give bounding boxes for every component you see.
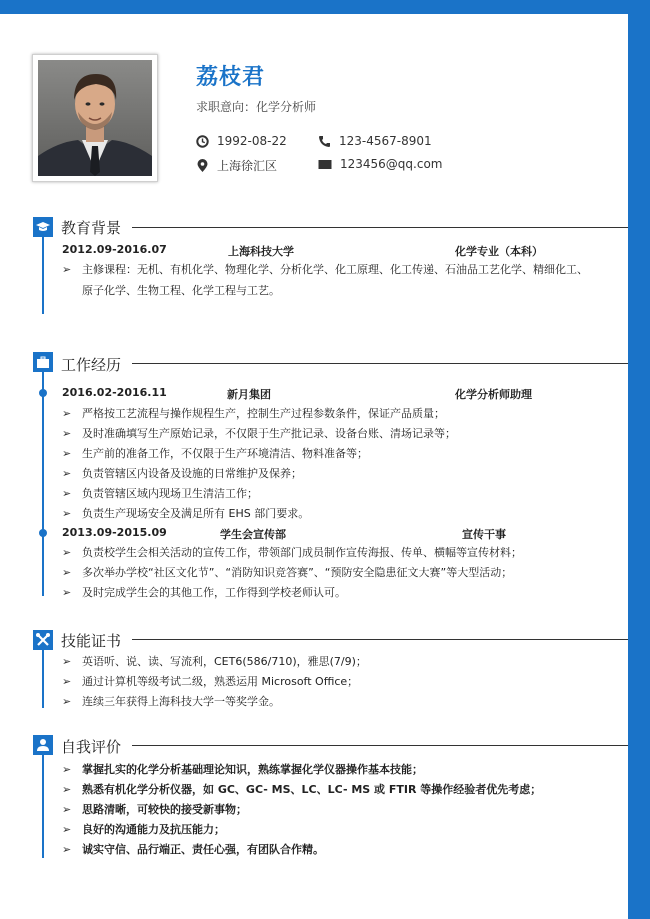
- self-item-text: 掌握扎实的化学分析基础理论知识，熟练掌握化学仪器操作基本技能；: [82, 763, 423, 776]
- job2-role: 宣传干事: [462, 528, 506, 541]
- arrow-bullet-icon: ➢: [62, 566, 72, 579]
- job2-item: [62, 543, 610, 563]
- job2-period: 2013.09-2015.09: [62, 526, 167, 539]
- arrow-bullet-icon: ➢: [62, 407, 72, 420]
- self-item-text: 良好的沟通能力及抗压能力；: [82, 823, 225, 836]
- birthday-value: 1992-08-22: [217, 134, 287, 148]
- job2-item: [62, 563, 610, 583]
- skill-item: [62, 672, 610, 692]
- education-timeline: [42, 234, 44, 314]
- skills-timeline: [42, 648, 44, 708]
- job2-item-text: 多次举办学校“社区文化节”、“消防知识竞答赛”、“预防安全隐患征文大赛”等大型活动；: [82, 566, 513, 579]
- job1-org: 新月集团: [227, 388, 271, 401]
- education-title: 教育背景: [61, 219, 122, 237]
- self-title: 自我评价: [61, 738, 122, 756]
- mail-icon: [318, 159, 332, 170]
- education-courses: [62, 260, 610, 280]
- arrow-bullet-icon: ➢: [62, 823, 72, 836]
- self-item: [62, 780, 610, 800]
- job2-head: [62, 526, 607, 540]
- job2-item: [62, 583, 610, 603]
- education-school: 上海科技大学: [228, 245, 294, 258]
- job2-org: 学生会宣传部: [220, 528, 286, 541]
- job1-item-text: 负责生产现场安全及满足所有 EHS 部门要求。: [82, 507, 310, 520]
- education-courses-continued: [82, 281, 630, 301]
- courses-line-2: 原子化学、生物工程、化学工程与工艺。: [82, 284, 280, 297]
- top-accent-band: [0, 0, 650, 14]
- self-item: [62, 800, 610, 820]
- job1-item: [62, 404, 610, 424]
- education-divider: [132, 227, 628, 228]
- phone-icon: [318, 135, 331, 148]
- self-item: [62, 760, 610, 780]
- self-item-text: 熟悉有机化学分析仪器，如 GC、GC- MS、LC、LC- MS 或 FTIR 等操作经验者优先考虑；: [82, 783, 542, 796]
- job1-item-text: 严格按工艺流程与操作规程生产，控制生产过程参数条件，保证产品质量；: [82, 407, 445, 420]
- skill-item-text: 连续三年获得上海科技大学一等奖学金。: [82, 695, 280, 708]
- location-value: 上海徐汇区: [217, 159, 278, 173]
- skill-item: [62, 652, 610, 672]
- self-divider: [132, 745, 628, 746]
- skills-title: 技能证书: [61, 632, 122, 650]
- self-item-text: 思路清晰，可较快的接受新事物；: [82, 803, 247, 816]
- phone-info: [318, 134, 432, 148]
- job1-role: 化学分析师助理: [455, 388, 532, 401]
- tools-icon: [33, 630, 53, 650]
- location-info: [196, 157, 277, 174]
- skills-section-icon: [33, 630, 53, 650]
- pin-icon: [196, 159, 209, 173]
- arrow-bullet-icon: ➢: [62, 447, 72, 460]
- courses-line-1: 主修课程：无机、有机化学、物理化学、分析化学、化工原理、化工传递、石油品工艺化学、精细化工、: [82, 263, 588, 276]
- job1-period: 2016.02-2016.11: [62, 386, 167, 399]
- phone-value: 123-4567-8901: [339, 134, 432, 148]
- arrow-bullet-icon: ➢: [62, 487, 72, 500]
- skill-item: [62, 692, 610, 712]
- job1-item: [62, 464, 610, 484]
- work-section-icon: [33, 352, 53, 372]
- arrow-bullet-icon: ➢: [62, 655, 72, 668]
- profile-photo-frame: [32, 54, 158, 182]
- arrow-bullet-icon: ➢: [62, 586, 72, 599]
- education-section-icon: [33, 217, 53, 237]
- education-period: 2012.09-2016.07: [62, 243, 167, 256]
- job1-item: [62, 424, 610, 444]
- work-divider: [132, 363, 628, 364]
- arrow-bullet-icon: ➢: [62, 467, 72, 480]
- job2-item-text: 及时完成学生会的其他工作，工作得到学校老师认可。: [82, 586, 346, 599]
- candidate-name: 荔枝君: [196, 65, 266, 90]
- job1-item-text: 负责管辖区内设备及设施的日常维护及保养；: [82, 467, 302, 480]
- skill-item-text: 通过计算机等级考试二级，熟悉运用 Microsoft Office；: [82, 675, 359, 688]
- arrow-bullet-icon: ➢: [62, 675, 72, 688]
- work-title: 工作经历: [61, 356, 122, 374]
- timeline-dot: [39, 529, 47, 537]
- job1-item-text: 负责管辖区域内现场卫生清洁工作；: [82, 487, 258, 500]
- email-info: [318, 157, 443, 171]
- job1-item-text: 及时准确填写生产原始记录，不仅限于生产批记录、设备台账、清场记录等；: [82, 427, 456, 440]
- graduation-cap-icon: [33, 217, 53, 237]
- arrow-bullet-icon: ➢: [62, 546, 72, 559]
- self-item: [62, 820, 610, 840]
- birthday-info: [196, 134, 287, 148]
- education-major: 化学专业（本科）: [455, 245, 543, 258]
- job-intent: 求职意向：化学分析师: [196, 100, 317, 114]
- arrow-bullet-icon: ➢: [62, 695, 72, 708]
- education-entry-head: [62, 243, 607, 257]
- self-timeline: [42, 754, 44, 858]
- email-value: 123456@qq.com: [340, 157, 443, 171]
- arrow-bullet-icon: ➢: [62, 843, 72, 856]
- job1-item: [62, 504, 610, 524]
- arrow-bullet-icon: ➢: [62, 507, 72, 520]
- briefcase-icon: [33, 352, 53, 372]
- arrow-bullet-icon: ➢: [62, 803, 72, 816]
- timeline-dot: [39, 389, 47, 397]
- self-item: [62, 840, 610, 860]
- arrow-bullet-icon: ➢: [62, 263, 72, 276]
- clock-icon: [196, 135, 209, 148]
- job1-head: [62, 386, 607, 400]
- self-section-icon: [33, 735, 53, 755]
- self-item-text: 诚实守信、品行端正、责任心强，有团队合作精。: [82, 843, 324, 856]
- person-icon: [33, 735, 53, 755]
- skill-item-text: 英语听、说、读、写流利，CET6(586/710)，雅思(7/9)；: [82, 655, 367, 668]
- work-timeline: [42, 372, 44, 596]
- right-accent-band: [628, 0, 650, 919]
- arrow-bullet-icon: ➢: [62, 427, 72, 440]
- job1-item: [62, 484, 610, 504]
- job1-item-text: 生产前的准备工作，不仅限于生产环境清洁、物料准备等；: [82, 447, 368, 460]
- job1-item: [62, 444, 610, 464]
- arrow-bullet-icon: ➢: [62, 783, 72, 796]
- job2-item-text: 负责校学生会相关活动的宣传工作，带领部门成员制作宣传海报、传单、横幅等宣传材料；: [82, 546, 522, 559]
- profile-photo: [38, 60, 152, 176]
- skills-divider: [132, 639, 628, 640]
- arrow-bullet-icon: ➢: [62, 763, 72, 776]
